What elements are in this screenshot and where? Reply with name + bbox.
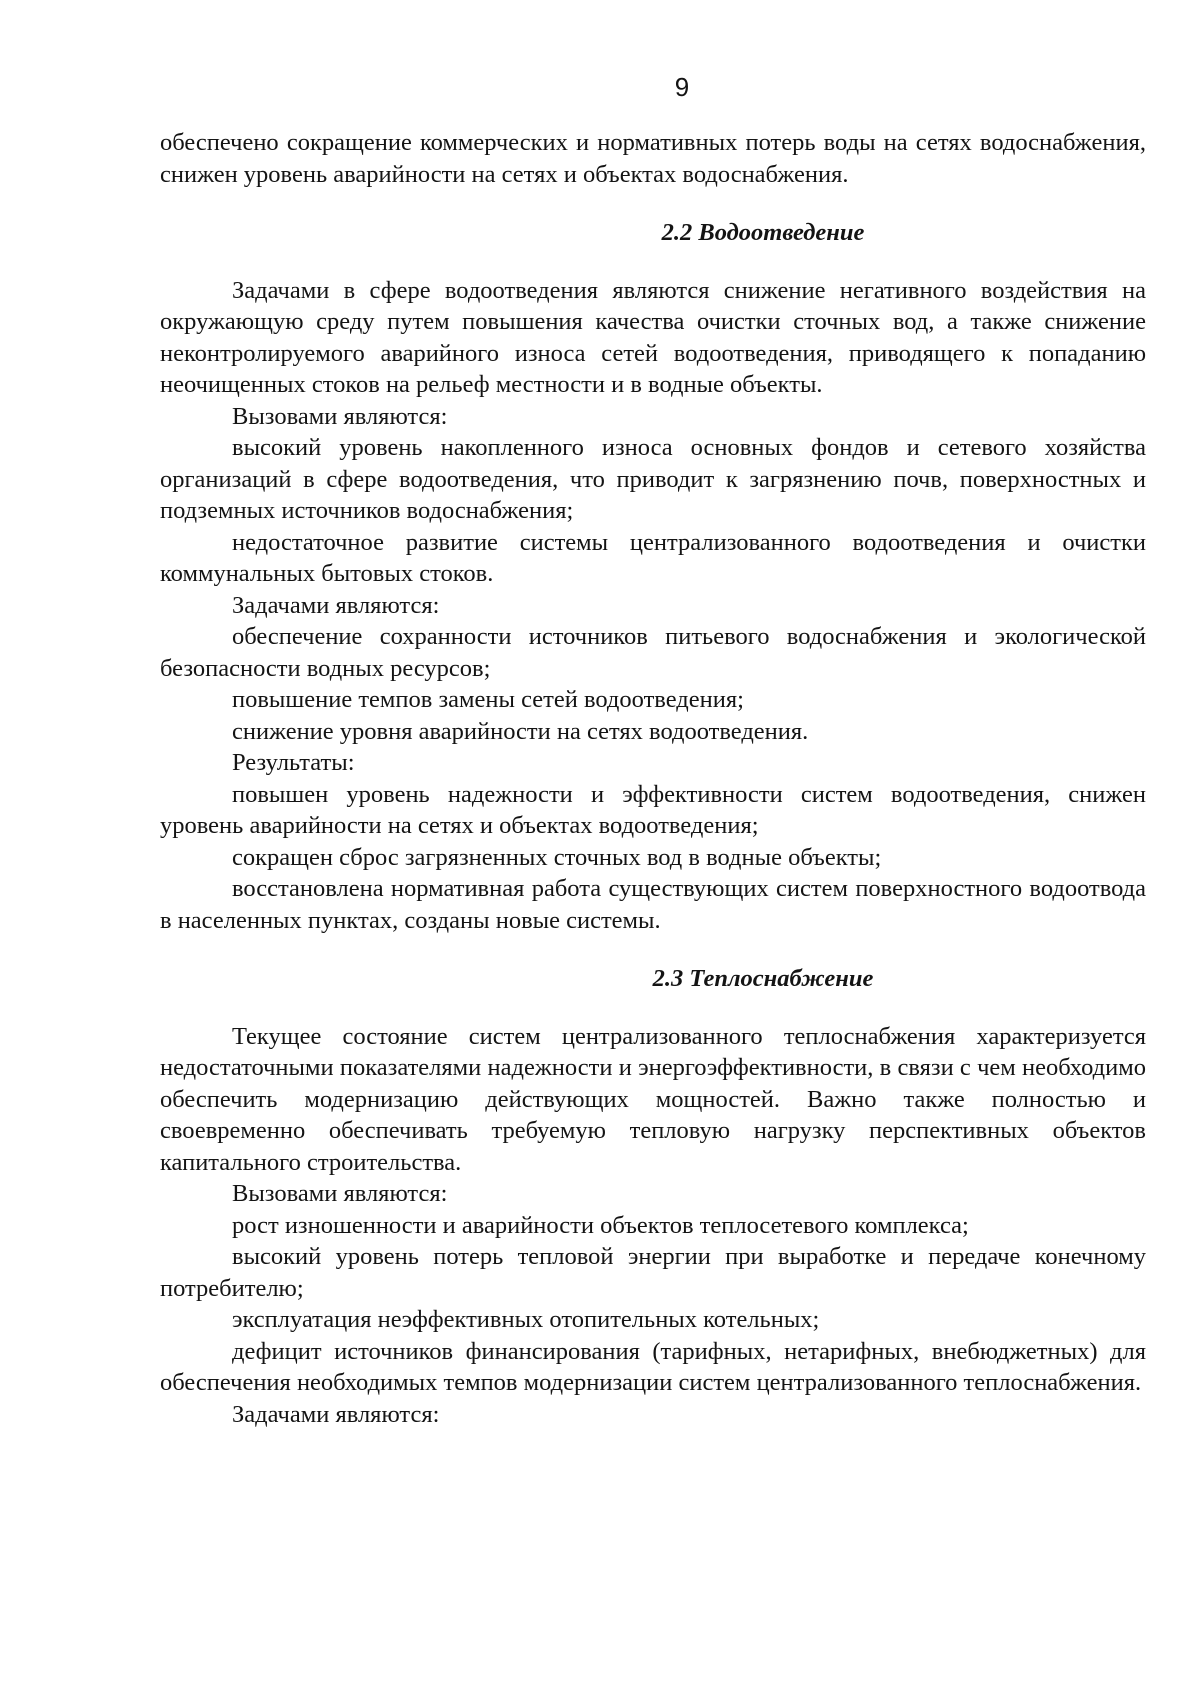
list-item: высокий уровень накопленного износа основных фондов и сетевого хозяйства организаций в сфере водоотведения, что приводит к загрязнению почв, поверхностных и подземных источников водоснабжения; (160, 434, 1146, 524)
section-heading: 2.3 Теплоснабжение (652, 965, 874, 992)
list-item: снижение уровня аварийности на сетях водоотведения. (232, 717, 809, 745)
paragraph: Задачами в сфере водоотведения являются снижение негативного воздействия на окружающую среду путем повышения качества очистки сточных вод, а также снижение неконтролируемого аварийного износа сетей водоотведения, приводящего к попаданию неочищенных стоков на рельеф местности и в водные объекты. (160, 276, 1146, 398)
page-number: 9 (674, 72, 690, 102)
paragraph: Задачами являются: (232, 591, 440, 619)
list-item: обеспечение сохранности источников питьевого водоснабжения и экологической безопасности водных ресурсов; (160, 623, 1146, 682)
list-item: рост изношенности и аварийности объектов теплосетевого комплекса; (232, 1211, 969, 1239)
section-heading: 2.2 Водоотведение (661, 219, 865, 246)
paragraph: Текущее состояние систем централизованного теплоснабжения характеризуется недостаточными показателями надежности и энергоэффективности, в связи с чем необходимо обеспечить модернизацию действующих мощностей. Важно также полностью и своевременно обеспечивать требуемую тепловую нагрузку перспективных объектов капитального строительства. (160, 1022, 1146, 1176)
list-item: сокращен сброс загрязненных сточных вод в водные объекты; (232, 843, 882, 871)
document-body (160, 127, 1146, 1430)
paragraph: Вызовами являются: (232, 402, 448, 430)
list-item: эксплуатация неэффективных отопительных котельных; (232, 1306, 820, 1333)
list-item: повышение темпов замены сетей водоотведения; (232, 686, 744, 713)
list-item: повышен уровень надежности и эффективности систем водоотведения, снижен уровень аварийности на сетях и объектах водоотведения; (160, 780, 1146, 839)
paragraph: Задачами являются: (232, 1400, 440, 1428)
list-item: недостаточное развитие системы централизованного водоотведения и очистки коммунальных бытовых стоков. (160, 528, 1146, 587)
list-item: высокий уровень потерь тепловой энергии при выработке и передаче конечному потребителю; (160, 1243, 1146, 1302)
paragraph: Вызовами являются: (232, 1180, 448, 1207)
paragraph: обеспечено сокращение коммерческих и нормативных потерь воды на сетях водоснабжения, снижен уровень аварийности на сетях и объектах водоснабжения. (160, 129, 1146, 188)
list-item: восстановлена нормативная работа существующих систем поверхностного водоотвода в населенных пунктах, созданы новые системы. (160, 875, 1146, 934)
paragraph: Результаты: (232, 749, 355, 776)
list-item: дефицит источников финансирования (тарифных, нетарифных, внебюджетных) для обеспечения необходимых темпов модернизации систем централизованного теплоснабжения. (160, 1337, 1146, 1396)
